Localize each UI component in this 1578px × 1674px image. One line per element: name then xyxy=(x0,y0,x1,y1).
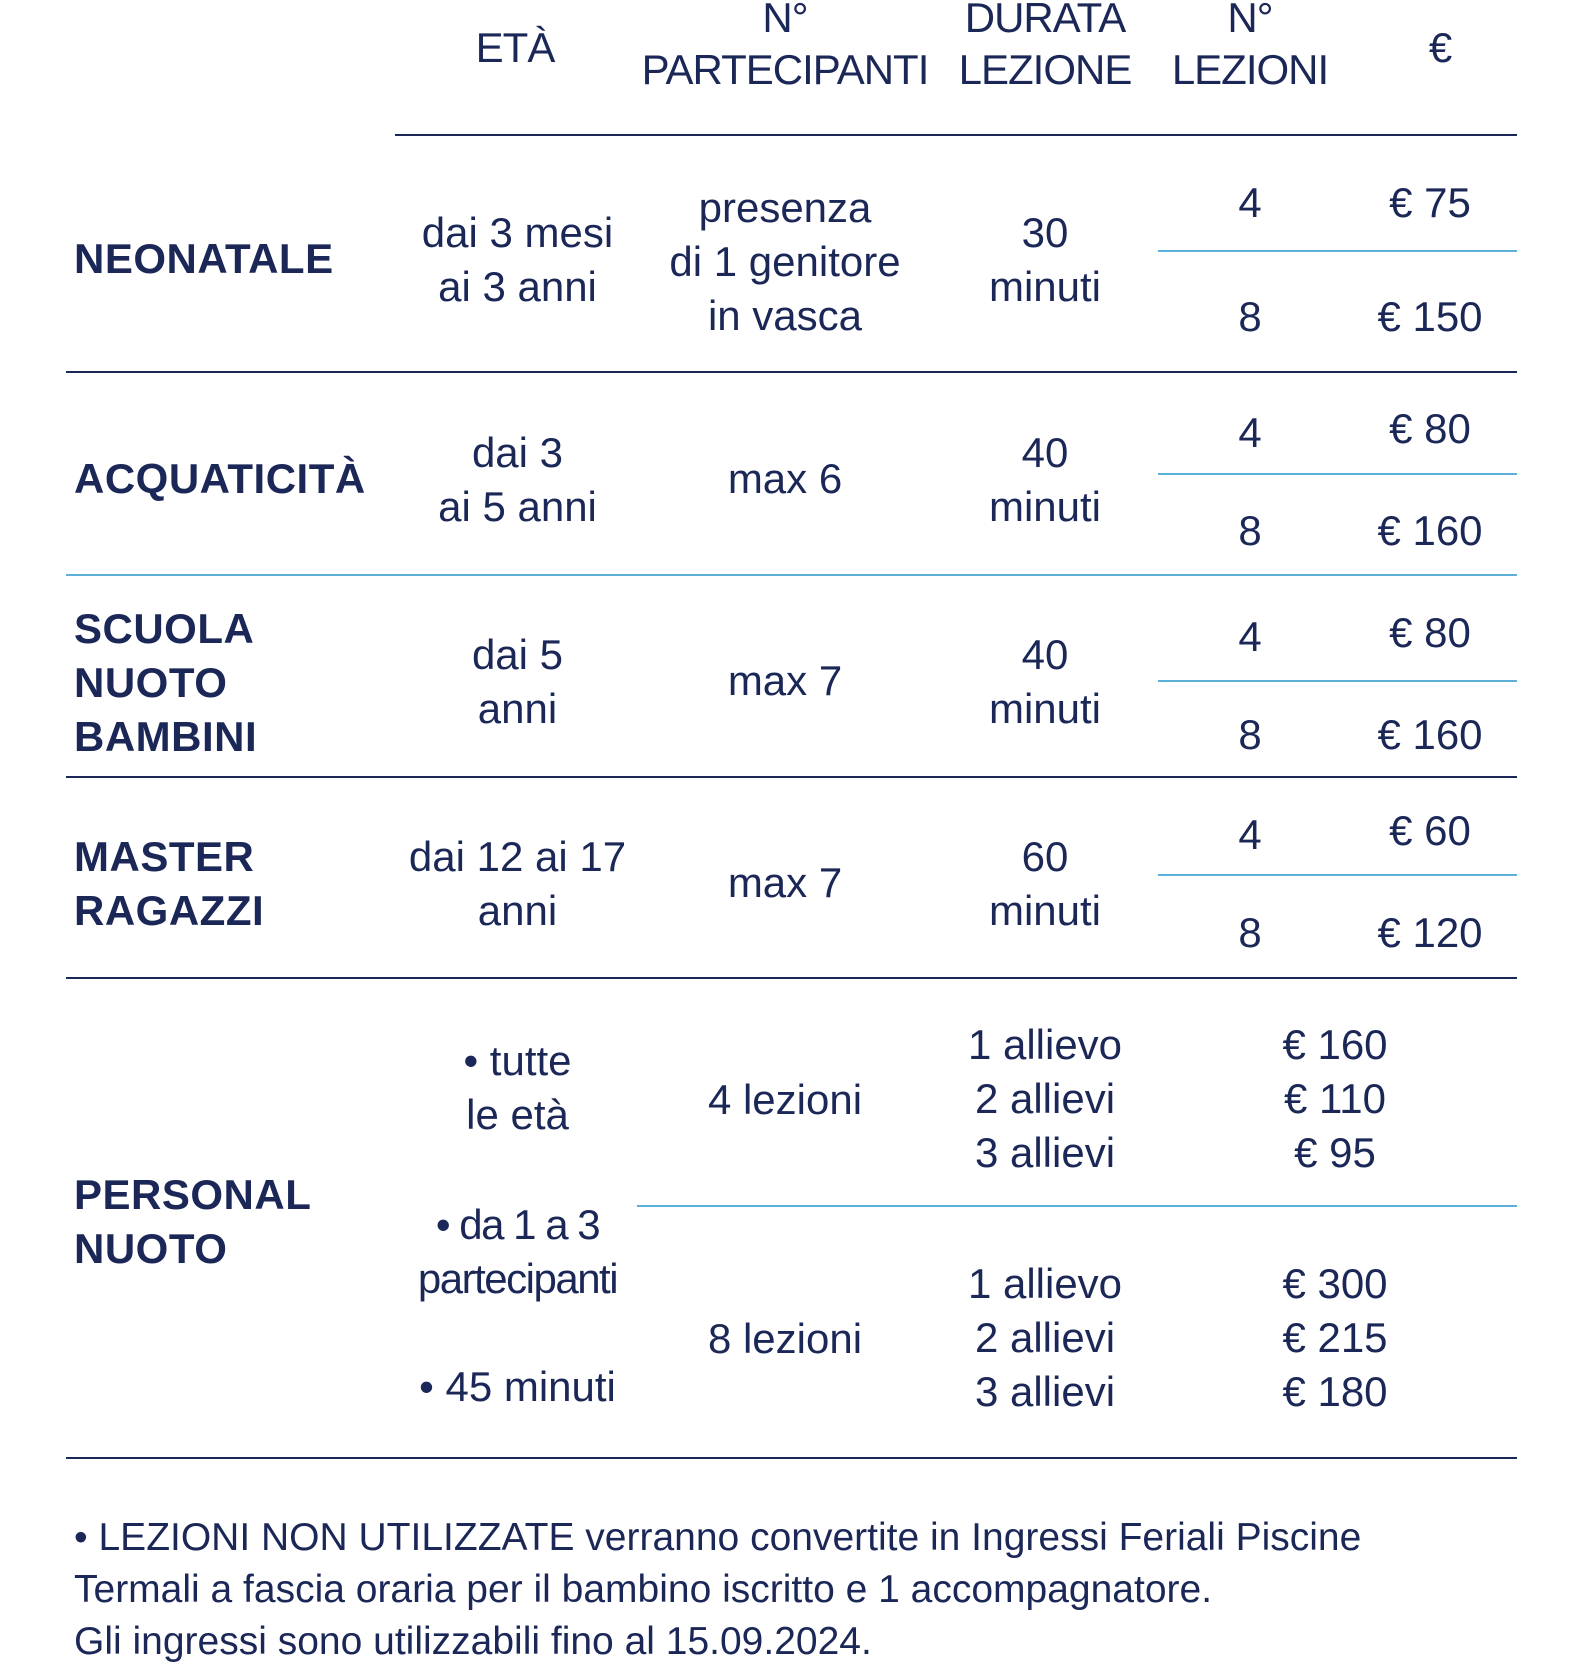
footer-note xyxy=(74,1512,1361,1668)
header-lezioni-line2: LEZIONI xyxy=(1171,46,1329,93)
price-divider xyxy=(1158,473,1517,475)
durata-cell xyxy=(940,628,1150,736)
durata-line: 40 xyxy=(1021,631,1069,678)
eta-line: • 45 minuti xyxy=(419,1363,616,1410)
durata-line: 40 xyxy=(1021,429,1069,476)
lezioni-value: 4 xyxy=(1238,613,1262,660)
eta-cell xyxy=(395,830,640,938)
footer-line: • LEZIONI NON UTILIZZATE verranno convertite in Ingressi Feriali Piscine xyxy=(74,1516,1362,1559)
header-partecipanti-line2: PARTECIPANTI xyxy=(641,46,929,93)
category-acquaticita xyxy=(74,452,366,506)
durata-line: minuti xyxy=(988,263,1102,310)
prezzo-value: € 80 xyxy=(1389,609,1471,656)
eta-line: anni xyxy=(477,887,558,934)
partecipanti-line: max 6 xyxy=(727,455,843,502)
package-prezzi xyxy=(1230,1257,1440,1419)
partecipanti-cell xyxy=(640,654,930,708)
footer-line: Termali a fascia oraria per il bambino iscritto e 1 accompagnatore. xyxy=(74,1568,1213,1611)
category-label: PERSONAL xyxy=(74,1171,312,1218)
eta-line: • da 1 a 3 xyxy=(435,1201,600,1248)
table-bottom-divider xyxy=(66,1457,1517,1459)
partecipanti-line: max 7 xyxy=(727,657,843,704)
durata-line: minuti xyxy=(988,887,1102,934)
package-prezzi xyxy=(1230,1018,1440,1180)
lezioni-value: 4 xyxy=(1238,811,1262,858)
header-partecipanti xyxy=(640,0,930,96)
eta-line: ai 5 anni xyxy=(438,483,597,530)
category-label: ACQUATICITÀ xyxy=(74,455,366,502)
category-label: NUOTO xyxy=(74,659,228,706)
prezzo-line: € 110 xyxy=(1284,1075,1386,1122)
header-prezzo: € xyxy=(1428,24,1452,71)
partecipanti-cell xyxy=(640,856,930,910)
row-divider xyxy=(66,776,1517,778)
partecipanti-cell xyxy=(640,181,930,343)
header-lezioni-line1: N° xyxy=(1227,0,1273,41)
allievi-line: 2 allievi xyxy=(974,1075,1116,1122)
allievi-line: 2 allievi xyxy=(974,1314,1116,1361)
allievi-line: 1 allievo xyxy=(967,1021,1123,1068)
row-divider xyxy=(66,574,1517,576)
prezzo-line: € 215 xyxy=(1282,1314,1388,1361)
prezzo-line: € 300 xyxy=(1282,1260,1388,1307)
lezioni-value: 8 xyxy=(1238,293,1262,340)
durata-line: minuti xyxy=(988,685,1102,732)
eta-line: anni xyxy=(477,685,558,732)
allievi-line: 3 allievi xyxy=(974,1129,1116,1176)
eta-line: dai 3 mesi xyxy=(421,209,614,256)
category-neonatale xyxy=(74,232,334,286)
category-label: SCUOLA xyxy=(74,605,255,652)
eta-cell xyxy=(395,628,640,736)
prezzo-value: € 60 xyxy=(1389,807,1471,854)
eta-line: dai 5 xyxy=(471,631,564,678)
package-divider xyxy=(637,1205,1517,1207)
lezioni-value: 8 xyxy=(1238,507,1262,554)
prezzo-value: € 160 xyxy=(1377,711,1483,758)
prezzo-value: € 120 xyxy=(1377,909,1483,956)
durata-line: 30 xyxy=(1021,209,1069,256)
allievi-line: 3 allievi xyxy=(974,1368,1116,1415)
category-label: NEONATALE xyxy=(74,235,334,282)
price-divider xyxy=(1158,680,1517,682)
header-durata-line2: LEZIONE xyxy=(958,46,1132,93)
package-allievi xyxy=(940,1018,1150,1180)
row-divider xyxy=(66,977,1517,979)
category-label: MASTER xyxy=(74,833,255,880)
lezioni-value: 8 xyxy=(1238,909,1262,956)
prezzo-value: € 150 xyxy=(1377,293,1483,340)
eta-line: ai 3 anni xyxy=(438,263,597,310)
category-label: BAMBINI xyxy=(74,713,258,760)
price-divider xyxy=(1158,250,1517,252)
allievi-line: 1 allievo xyxy=(967,1260,1123,1307)
personal-eta-group xyxy=(395,1360,640,1414)
category-scuola-nuoto-bambini xyxy=(74,602,257,764)
row-divider xyxy=(66,371,1517,373)
lezioni-value: 8 xyxy=(1238,711,1262,758)
prezzo-value: € 160 xyxy=(1377,507,1483,554)
partecipanti-line: presenza xyxy=(698,184,872,231)
footer-line: Gli ingressi sono utilizzabili fino al 15.09.2024. xyxy=(74,1620,872,1663)
package-lezioni: 4 lezioni xyxy=(707,1076,863,1123)
lezioni-value: 4 xyxy=(1238,409,1262,456)
category-label: RAGAZZI xyxy=(74,887,265,934)
header-divider xyxy=(395,134,1517,136)
package-allievi xyxy=(940,1257,1150,1419)
header-durata-line1: DURATA xyxy=(964,0,1126,41)
eta-line: • tutte xyxy=(463,1037,572,1084)
personal-eta-group xyxy=(395,1034,640,1142)
package-lezioni: 8 lezioni xyxy=(707,1315,863,1362)
prezzo-value: € 80 xyxy=(1389,405,1471,452)
durata-cell xyxy=(940,830,1150,938)
eta-line: partecipanti xyxy=(417,1255,618,1302)
prezzo-line: € 160 xyxy=(1282,1021,1388,1068)
prezzo-value: € 75 xyxy=(1389,179,1471,226)
partecipanti-line: max 7 xyxy=(727,859,843,906)
header-durata xyxy=(940,0,1150,96)
lezioni-value: 4 xyxy=(1238,179,1262,226)
prezzo-line: € 95 xyxy=(1294,1129,1376,1176)
durata-cell xyxy=(940,426,1150,534)
durata-line: minuti xyxy=(988,483,1102,530)
category-master-ragazzi xyxy=(74,830,264,938)
durata-cell xyxy=(940,206,1150,314)
durata-line: 60 xyxy=(1021,833,1069,880)
category-personal-nuoto xyxy=(74,1168,311,1276)
header-partecipanti-line1: N° xyxy=(762,0,808,41)
eta-cell xyxy=(395,426,640,534)
category-label: NUOTO xyxy=(74,1225,228,1272)
prezzo-line: € 180 xyxy=(1282,1368,1388,1415)
eta-cell xyxy=(395,206,640,314)
partecipanti-line: in vasca xyxy=(707,292,863,339)
partecipanti-line: di 1 genitore xyxy=(669,238,901,285)
eta-line: dai 12 ai 17 xyxy=(408,833,627,880)
eta-line: dai 3 xyxy=(471,429,564,476)
price-divider xyxy=(1158,874,1517,876)
personal-eta-group xyxy=(395,1198,640,1306)
eta-line: le età xyxy=(466,1091,569,1138)
header-eta: ETÀ xyxy=(475,24,555,71)
header-lezioni xyxy=(1150,0,1350,96)
partecipanti-cell xyxy=(640,452,930,506)
